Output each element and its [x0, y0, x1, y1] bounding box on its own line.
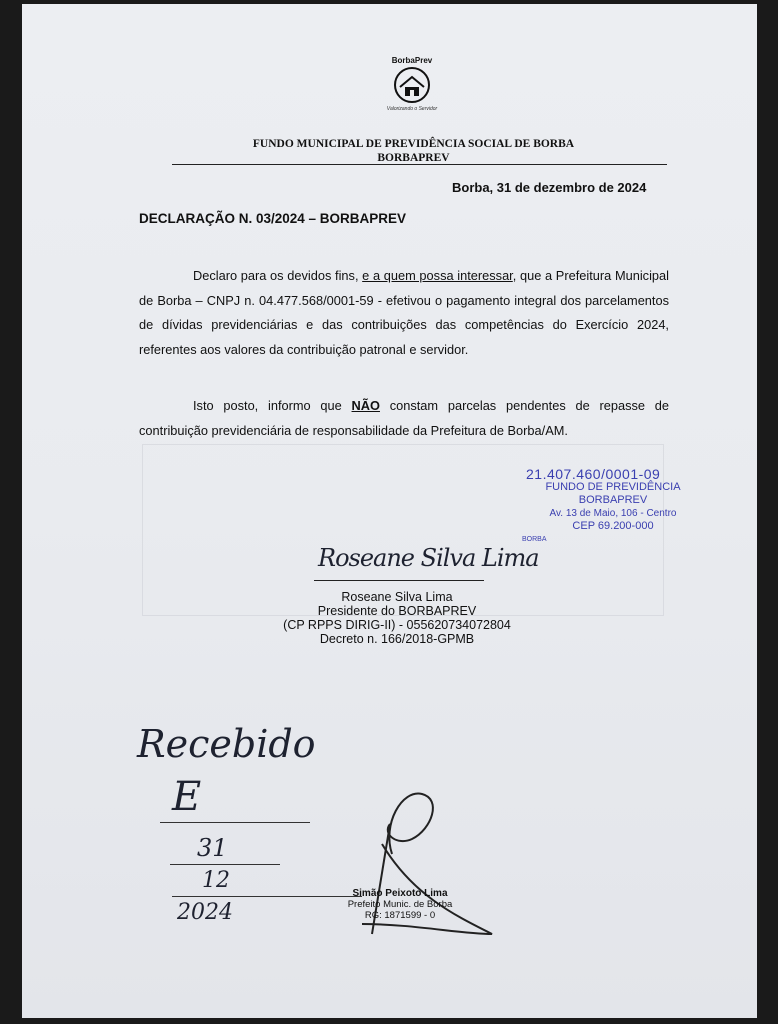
mayor-name: Simão Peixoto Lima — [352, 888, 448, 899]
borbaprev-logo — [377, 56, 447, 112]
p2-before: Isto posto, informo que — [193, 398, 352, 413]
logo-name: BorbaPrev — [391, 56, 433, 65]
receipt-line-2 — [170, 864, 280, 865]
receipt-line-1 — [160, 822, 310, 823]
p1-after: , que a Prefeitura Municipal de Borba – CNPJ n. 04.477.568/0001-59 - efetivou o pagamento integral dos parcelamentos de dívidas previdenciárias e das contribuições das competências do Exercício 2024, referentes aos valores da contribuição patronal e servidor. — [139, 268, 670, 357]
stamp-line2: BORBAPREV — [578, 494, 648, 506]
stamp-line1: FUNDO DE PREVIDÊNCIA — [545, 481, 681, 493]
logo-tagline: Valorizando o Servidor — [386, 106, 438, 112]
signature-line — [314, 580, 484, 581]
signatory-block — [262, 590, 532, 646]
mayor-role: Prefeito Munic. de Borba — [347, 899, 453, 910]
stamp-line3: Av. 13 de Maio, 106 - Centro — [549, 508, 677, 519]
stamp-line4: CEP 69.200-000 — [572, 520, 654, 532]
paragraph-conclusion — [139, 394, 669, 443]
receipt-year: 2024 — [177, 900, 233, 925]
president-signature: Roseane Silva Lima — [318, 544, 539, 572]
mayor-stamp — [330, 888, 470, 921]
p1-underlined: e a quem possa interessar — [362, 268, 513, 283]
receipt-month: 12 — [202, 868, 230, 893]
stamp-cnpj: 21.407.460/0001-09 — [526, 466, 661, 482]
signatory-role: Presidente do BORBAPREV — [317, 604, 477, 618]
receipt-day: 31 — [197, 834, 228, 862]
signatory-name: Roseane Silva Lima — [341, 590, 453, 604]
mayor-rg: RG: 1871599 - 0 — [364, 910, 436, 921]
declaration-title: DECLARAÇÃO N. 03/2024 – BORBAPREV — [139, 211, 407, 226]
document-page — [22, 4, 757, 1018]
p2-after: constam parcelas pendentes de repasse de contribuição previdenciária de responsabilidade da Prefeitura de Borba/AM. — [139, 398, 669, 438]
signatory-decree: Decreto n. 166/2018-GPMB — [319, 632, 475, 646]
receipt-word: Recebido — [137, 722, 316, 766]
p2-underlined: NÃO — [351, 398, 380, 413]
cnpj-stamp — [518, 468, 708, 546]
header-institution: FUNDO MUNICIPAL DE PREVIDÊNCIA SOCIAL DE BORBA — [252, 138, 575, 150]
paragraph-declaration — [139, 264, 669, 362]
document-date: Borba, 31 de dezembro de 2024 — [452, 180, 647, 195]
logo-emblem-icon — [390, 65, 434, 105]
stamp-line5: BORBA — [522, 536, 547, 543]
p1-before: Declaro para os devidos fins, — [193, 268, 363, 283]
header-divider — [172, 164, 667, 165]
header-acronym: BORBAPREV — [377, 152, 450, 164]
receipt-letter: E — [172, 774, 202, 820]
signatory-cert: (CP RPPS DIRIG-II) - 055620734072804 — [283, 618, 511, 632]
